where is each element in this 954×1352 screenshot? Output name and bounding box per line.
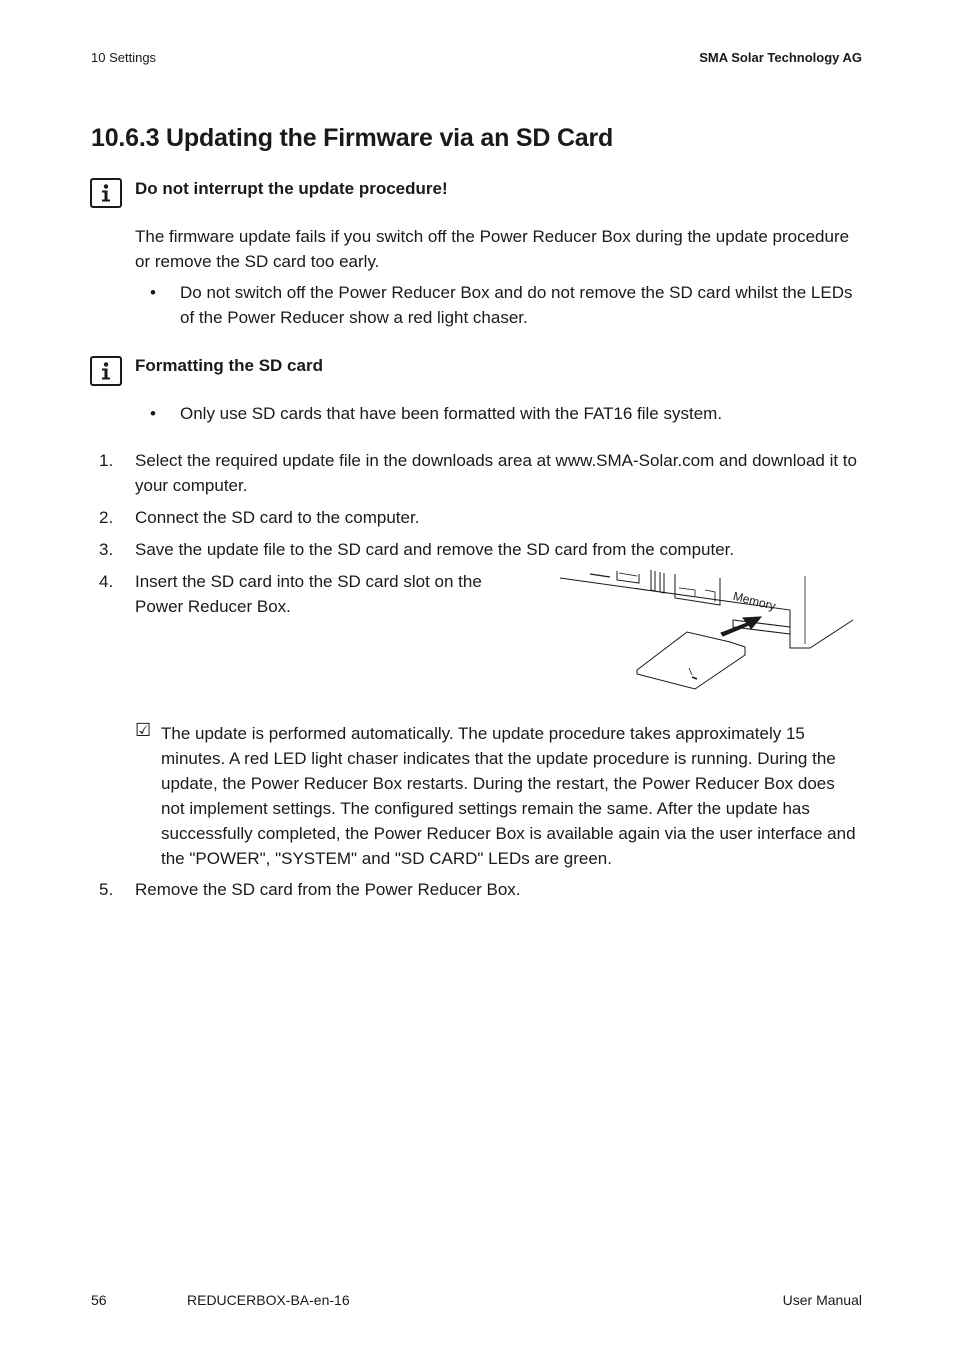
result-check-icon: ☑: [135, 720, 152, 740]
step-number: 5.: [99, 880, 114, 899]
document-id: REDUCERBOX-BA-en-16: [187, 1292, 350, 1308]
step-text: Insert the SD card into the SD card slot on the Power Reducer Box.: [135, 572, 482, 616]
bullet-marker: •: [150, 404, 156, 423]
step-text: Save the update file to the SD card and remove the SD card from the computer.: [135, 540, 735, 559]
running-header-section: 10 Settings: [91, 50, 157, 65]
note-bullet-formatting: Only use SD cards that have been formatted with the FAT16 file system.: [180, 404, 723, 423]
step-text: Remove the SD card from the Power Reducer Box.: [135, 880, 521, 899]
info-icon: [90, 178, 122, 208]
note-title-interrupt: Do not interrupt the update procedure!: [135, 179, 448, 198]
memory-slot-label: Memory: [731, 589, 778, 614]
document-type: User Manual: [782, 1292, 862, 1308]
page-number: 56: [91, 1292, 107, 1308]
running-header-company: SMA Solar Technology AG: [699, 50, 862, 65]
step-number: 3.: [99, 540, 114, 559]
step-number: 2.: [99, 508, 114, 527]
step-number: 4.: [99, 572, 114, 591]
note-title-formatting: Formatting the SD card: [135, 356, 323, 375]
note-text-interrupt: The firmware update fails if you switch off the Power Reducer Box during the update procedure or remove the SD card too early.: [135, 227, 850, 271]
bullet-marker: •: [150, 283, 156, 302]
note-bullet-interrupt: Do not switch off the Power Reducer Box and do not remove the SD card whilst the LEDs of the Power Reducer show a red light chaser.: [180, 283, 853, 327]
section-title: 10.6.3 Updating the Firmware via an SD Card: [91, 124, 614, 152]
step-text: Connect the SD card to the computer.: [135, 508, 420, 527]
result-text: The update is performed automatically. The update procedure takes approximately 15 minutes. A red LED light chaser indicates that the update procedure is running. During the update, the Power Reducer Box restarts. During the restart, the Power Reducer Box does not implement settings. The configured settings remain the same. After the update has successfully completed, the Power Reducer Box is available again via the user interface and the "POWER", "SYSTEM" and "SD CARD" LEDs are green.: [161, 724, 856, 868]
step-text: Select the required update file in the downloads area at www.SMA-Solar.com and download it to your computer.: [135, 451, 857, 495]
step-number: 1.: [99, 451, 114, 470]
info-icon: [90, 356, 122, 386]
sd-card-insertion-illustration: [555, 568, 855, 695]
